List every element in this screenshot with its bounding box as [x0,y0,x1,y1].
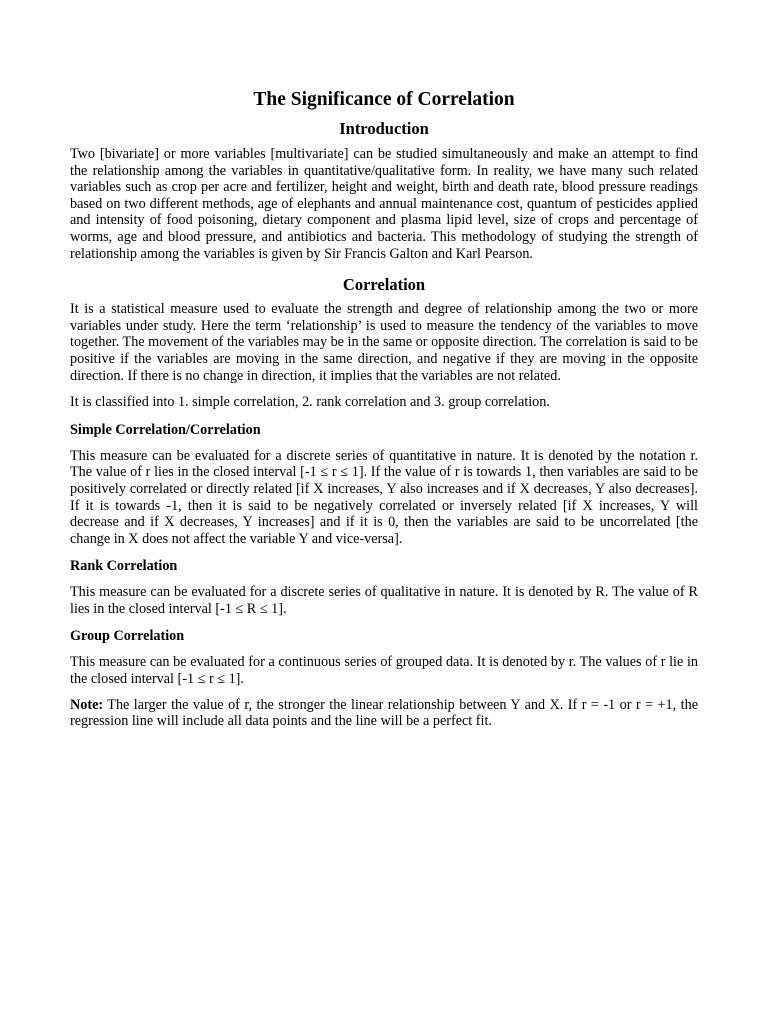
group-correlation-paragraph: This measure can be evaluated for a continuous series of grouped data. It is denoted by r. The values of r lie in the closed interval [-1 ≤ r ≤ 1]. [70,654,698,688]
introduction-paragraph: Two [bivariate] or more variables [multivariate] can be studied simultaneously and make an attempt to find the relationship among the variables in quantitative/qualitative form. In reality, we have many such related variables such as crop per acre and fertilizer, height and weight, birth and death rate, blood pressure readings based on two different methods, age of elephants and annual maintenance cost, quantum of pesticides applied and intensity of food poisoning, dietary component and plasma lipid level, size of crops and percentage of worms, age and blood pressure, and antibiotics and bacteria. This methodology of studying the strength of relationship among the variables is given by Sir Francis Galton and Karl Pearson. [70,146,698,262]
document-title: The Significance of Correlation [253,89,515,110]
correlation-heading: Correlation [342,275,426,295]
simple-correlation-paragraph: This measure can be evaluated for a discrete series of quantitative in nature. It is denoted by the notation r. The value of r lies in the closed interval [-1 ≤ r ≤ 1]. If the value of r is towards 1, then variables are said to be positively correlated or directly related [if X increases, Y also increases and if X decreases, Y also decreases]. If it is towards -1, then it is said to be negatively correlated or inversely related [if X increases, Y will decrease and if X decreases, Y increases] and if it is 0, then the variables are said to be uncorrelated [the change in X does not affect the variable Y and vice-versa]. [70,447,698,547]
rank-correlation-paragraph: This measure can be evaluated for a discrete series of qualitative in nature. It is denoted by R. The value of R lies in the closed interval [-1 ≤ R ≤ 1]. [70,584,698,617]
correlation-paragraph: It is a statistical measure used to evaluate the strength and degree of relationship among the two or more variables under study. Here the term ‘relationship’ is used to measure the tendency of the variables to move together. The movement of the variables may be in the same or opposite direction. The correlation is said to be positive if the variables are moving in the same direction, and negative if they are moving in the opposite direction. If there is no change in direction, it implies that the variables are not related. [70,301,698,384]
classification-paragraph: It is classified into 1. simple correlation, 2. rank correlation and 3. group correlation. [70,394,550,411]
simple-correlation-heading: Simple Correlation/Correlation [70,421,261,438]
note-paragraph [70,697,698,730]
note-text: The larger the value of r, the stronger the linear relationship between Y and X. If r = -1 or r = +1, the regression line will include all data points and the line will be a perfect fit. [70,696,698,730]
group-correlation-heading: Group Correlation [70,628,185,645]
rank-correlation-heading: Rank Correlation [70,558,178,575]
introduction-heading: Introduction [339,119,429,138]
note-label: Note: [70,696,104,713]
